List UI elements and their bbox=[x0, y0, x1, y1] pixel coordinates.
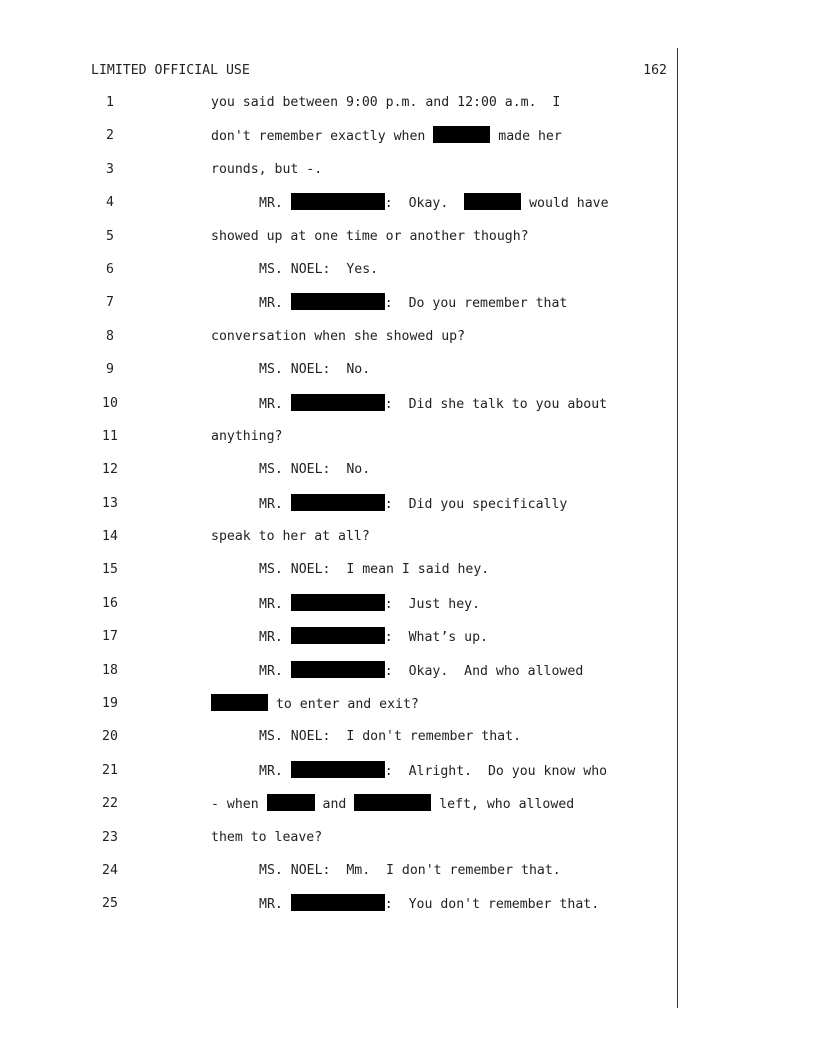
transcript-line bbox=[0, 460, 816, 493]
line-number: 18 bbox=[102, 662, 118, 678]
line-number: 19 bbox=[102, 696, 118, 712]
line-number: 16 bbox=[102, 595, 118, 611]
line-text: MS. NOEL: Mm. I don't remember that. bbox=[259, 862, 561, 878]
transcript-line bbox=[0, 394, 816, 427]
line-number: 25 bbox=[102, 896, 118, 912]
line-text: speak to her at all? bbox=[211, 529, 370, 545]
transcript-line bbox=[0, 427, 816, 460]
line-number: 9 bbox=[106, 362, 114, 378]
line-text: don't remember exactly when made her bbox=[211, 126, 562, 147]
transcript-line bbox=[0, 93, 816, 126]
redaction-bar bbox=[354, 794, 431, 811]
redaction-bar bbox=[291, 627, 385, 644]
line-text: them to leave? bbox=[211, 829, 323, 845]
line-number: 8 bbox=[106, 328, 114, 344]
line-text: MS. NOEL: No. bbox=[259, 362, 371, 378]
line-number: 24 bbox=[102, 862, 118, 878]
redaction-bar bbox=[433, 126, 490, 143]
transcript-line bbox=[0, 126, 816, 159]
page-header bbox=[91, 62, 667, 80]
line-text: to enter and exit? bbox=[211, 694, 419, 715]
line-number: 21 bbox=[102, 762, 118, 778]
line-number: 10 bbox=[102, 395, 118, 411]
line-number: 13 bbox=[102, 495, 118, 511]
transcript-line bbox=[0, 594, 816, 627]
redaction-bar bbox=[291, 761, 385, 778]
transcript-line bbox=[0, 293, 816, 326]
line-number: 11 bbox=[102, 428, 118, 444]
transcript-line bbox=[0, 527, 816, 560]
transcript-line bbox=[0, 794, 816, 827]
line-number: 23 bbox=[102, 829, 118, 845]
line-number: 15 bbox=[102, 562, 118, 578]
line-number: 2 bbox=[106, 128, 114, 144]
transcript-line bbox=[0, 894, 816, 927]
line-text: MR. : Did you specifically bbox=[259, 494, 567, 515]
line-text: MR. : Did she talk to you about bbox=[259, 394, 607, 415]
transcript-line bbox=[0, 828, 816, 861]
redaction-bar bbox=[291, 394, 385, 411]
line-text: MS. NOEL: I don't remember that. bbox=[259, 729, 522, 745]
transcript-line bbox=[0, 727, 816, 760]
transcript-line bbox=[0, 861, 816, 894]
line-text: - when and left, who allowed bbox=[211, 794, 574, 815]
transcript-line bbox=[0, 193, 816, 226]
line-text: showed up at one time or another though? bbox=[211, 228, 529, 244]
line-text: MR. : What’s up. bbox=[259, 627, 488, 648]
redaction-bar bbox=[291, 894, 385, 911]
transcript-line bbox=[0, 560, 816, 593]
line-number: 4 bbox=[106, 195, 114, 211]
redaction-bar bbox=[291, 293, 385, 310]
line-number: 22 bbox=[102, 796, 118, 812]
redaction-bar bbox=[211, 694, 268, 711]
page-number: 162 bbox=[643, 63, 667, 78]
transcript-line bbox=[0, 761, 816, 794]
redaction-bar bbox=[464, 193, 521, 210]
redaction-bar bbox=[291, 494, 385, 511]
line-text: MR. : Okay. would have bbox=[259, 193, 609, 214]
redaction-bar bbox=[291, 193, 385, 210]
line-number: 20 bbox=[102, 729, 118, 745]
line-number: 12 bbox=[102, 462, 118, 478]
line-number: 1 bbox=[106, 95, 114, 110]
classification-marking: LIMITED OFFICIAL USE bbox=[91, 63, 250, 78]
line-text: MS. NOEL: Yes. bbox=[259, 261, 379, 277]
line-text: MS. NOEL: I mean I said hey. bbox=[259, 562, 490, 578]
redaction-bar bbox=[291, 661, 385, 678]
line-text: MS. NOEL: No. bbox=[259, 462, 371, 478]
transcript-line bbox=[0, 327, 816, 360]
line-number: 14 bbox=[102, 529, 118, 545]
line-text: MR. : You don't remember that. bbox=[259, 894, 599, 915]
transcript-line bbox=[0, 260, 816, 293]
line-number: 7 bbox=[106, 295, 114, 311]
line-number: 6 bbox=[106, 261, 114, 277]
transcript-line bbox=[0, 227, 816, 260]
line-text: MR. : Alright. Do you know who bbox=[259, 761, 607, 782]
line-text: you said between 9:00 p.m. and 12:00 a.m. I bbox=[211, 95, 561, 110]
transcript-line bbox=[0, 494, 816, 527]
transcript-line bbox=[0, 694, 816, 727]
redaction-bar bbox=[291, 594, 385, 611]
line-text: anything? bbox=[211, 428, 283, 444]
line-text: MR. : Do you remember that bbox=[259, 293, 567, 314]
line-text: rounds, but -. bbox=[211, 161, 323, 177]
line-number: 17 bbox=[102, 629, 118, 645]
line-text: MR. : Okay. And who allowed bbox=[259, 661, 583, 682]
transcript-line bbox=[0, 160, 816, 193]
transcript-line bbox=[0, 627, 816, 660]
line-text: MR. : Just hey. bbox=[259, 594, 480, 615]
line-number: 3 bbox=[106, 161, 114, 177]
transcript-lines bbox=[0, 93, 816, 928]
redaction-bar bbox=[267, 794, 315, 811]
line-number: 5 bbox=[106, 228, 114, 244]
transcript-line bbox=[0, 661, 816, 694]
line-text: conversation when she showed up? bbox=[211, 328, 466, 344]
transcript-line bbox=[0, 360, 816, 393]
